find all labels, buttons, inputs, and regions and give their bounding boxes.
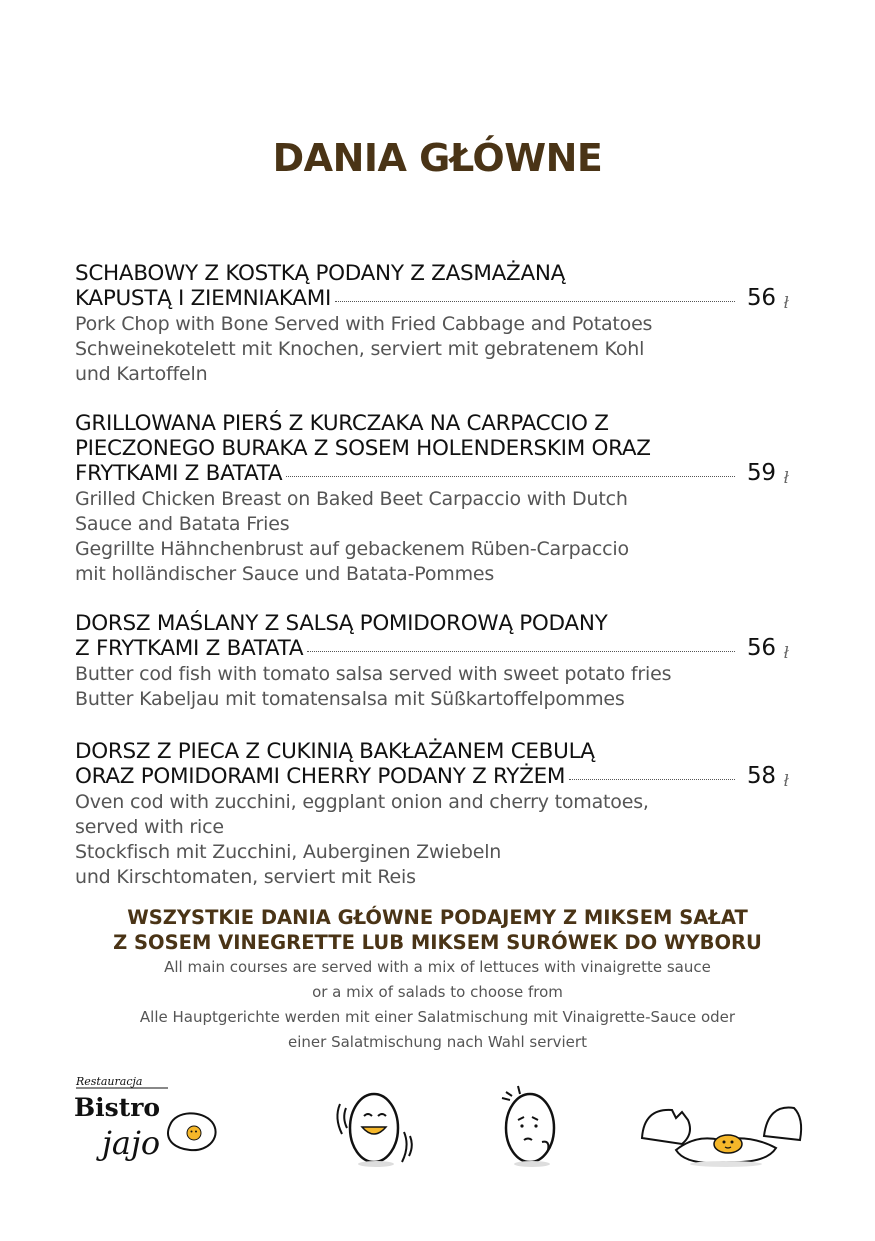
price: 59 ł [747,461,805,487]
price: 56 ł [747,636,805,662]
menu-item [75,261,805,387]
dish-description: Grilled Chicken Breast on Baked Beet Carpaccio with Dutch Sauce and Batata Fries Gegrillte Hähnchenbrust auf gebackenem Rüben-Carpaccio mit holländischer Sauce und Batata-Pommes [75,488,629,585]
dish-name-pl: GRILLOWANA PIERŚ Z KURCZAKA NA CARPACCIO Z PIECZONEGO BURAKA Z SOSEM HOLENDERSKIM ORAZ FRYTKAMI Z BATATA 59 ł [75,411,805,487]
dish-name-pl: SCHABOWY Z KOSTKĄ PODANY Z ZASMAŻANĄ KAPUSTĄ I ZIEMNIAKAMI 56 ł [75,261,805,312]
happy-egg-illustration [332,1082,420,1170]
bistro-jajo-logo [72,1070,222,1170]
currency-icon: ł [783,643,789,662]
dish-name-pl: DORSZ Z PIECA Z CUKINIĄ BAKŁAŻANEM CEBULĄ ORAZ POMIDORAMI CHERRY PODANY Z RYŻEM 58 ł [75,739,805,790]
price: 58 ł [747,764,805,790]
logo-bottom-text: jajo [102,1124,161,1162]
menu-item [75,611,805,712]
dish-description: Pork Chop with Bone Served with Fried Cabbage and Potatoes Schweinekotelett mit Knochen, serviert mit gebratenem Kohl und Kartoffeln [75,313,653,385]
dish-name-pl: DORSZ MAŚLANY Z SALSĄ POMIDOROWĄ PODANY Z FRYTKAMI Z BATATA 56 ł [75,611,805,662]
menu-item [75,411,805,587]
dot-leader [307,651,735,652]
dot-leader [286,476,735,477]
logo-top-text: Restauracja [76,1075,143,1088]
currency-icon: ł [783,468,789,487]
dot-leader [335,301,735,302]
logo-mid-text: Bistro [74,1093,161,1122]
dish-description: Oven cod with zucchini, eggplant onion and cherry tomatoes, served with rice Stockfisch mit Zucchini, Auberginen Zwiebeln und Kirschtomaten, serviert mit Reis [75,791,649,888]
price: 56 ł [747,286,805,312]
currency-icon: ł [783,293,789,312]
cracked-egg-illustration [636,1098,806,1170]
currency-icon: ł [783,771,789,790]
dot-leader [569,779,735,780]
sides-note: WSZYSTKIE DANIA GŁÓWNE PODAJEMY Z MIKSEM SAŁAT Z SOSEM VINEGRETTE LUB MIKSEM SURÓWEK DO WYBORU All main courses are served with a mix of lettuces with vinaigrette sauce or a mix of salads to choose from Alle Hauptgerichte werden mit einer Salatmischung mit Vinaigrette-Sauce oder einer Salatmischung nach Wahl serviert [113,906,762,1051]
page-title: DANIA GŁÓWNE [272,136,603,180]
menu-item [75,739,805,890]
thinking-egg-illustration [492,1082,572,1170]
dish-description: Butter cod fish with tomato salsa served with sweet potato fries Butter Kabeljau mit tomatensalsa mit Süßkartoffelpommes [75,663,672,710]
